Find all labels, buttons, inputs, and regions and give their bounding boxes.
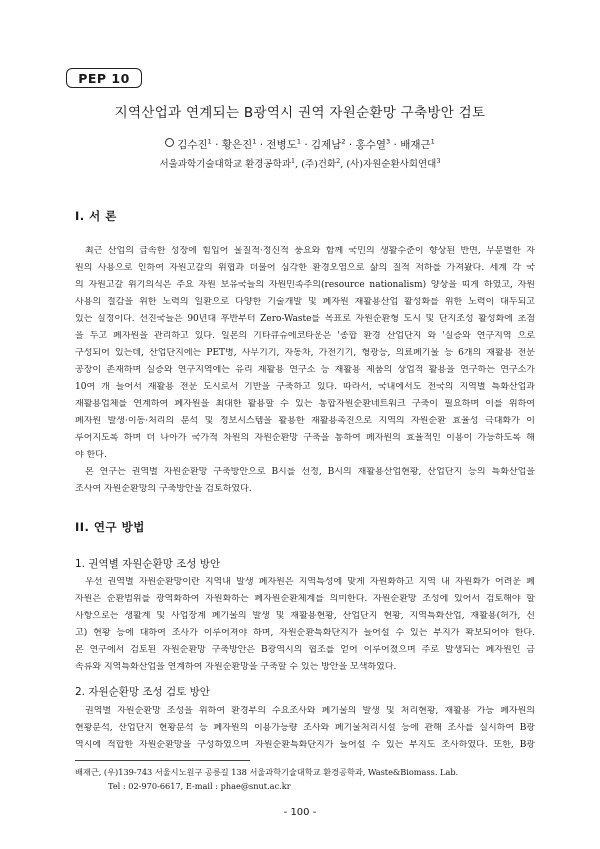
presenter-mark-icon	[165, 138, 174, 147]
paper-title: 지역산업과 연계되는 B광역시 권역 자원순환망 구축방안 검토	[114, 105, 486, 121]
subsection-heading-2: 2. 자원순환망 조성 검토 방안	[75, 686, 210, 698]
author-5: 홍수열$^3$	[355, 137, 391, 151]
footnote-address: 배재근, (우)139-743 서울시노원구 공릉길 138 서울과학기술대학교 환경공학과, Waste&Biomass. Lab.	[75, 767, 459, 777]
section-heading-method: II. 연구 방법	[75, 520, 145, 534]
author-3: 전병도$^1$	[266, 137, 301, 151]
author-list: 김수진$^1$ · 황은진$^1$ · 전병도$^1$ · 김제남$^2$ · 홍수열$^3$ · 배재근$^1$	[40, 137, 560, 152]
author-4: 김제남$^2$	[311, 137, 346, 151]
section-heading-intro: I. 서 론	[75, 209, 117, 223]
author-1: 김수진$^1$	[177, 137, 212, 151]
affiliations: 서울과학기술대학교 환경공학과$^1$, (주)건화$^2$, (사)자원순환사회연대$^3$	[159, 156, 441, 170]
page-number: - 100 -	[283, 807, 317, 818]
subsection-heading-1: 1. 권역별 자원순환망 조성 방안	[75, 558, 221, 570]
footnote-divider	[75, 760, 250, 761]
paper-page: PEP 10 지역산업과 연계되는 B광역시 권역 자원순환망 구축방안 검토 김수진$^1$ · 황은진$^1$ · 전병도$^1$ · 김제남$^2$ · 홍수열$^3$ · 배재근$^1$ 서울과학기술대학교 환경공학과$^1$, (주)건화$^2$, (사)자원순환사회연대$^3$ I. 서 론 최근 산업의 급속한 성장에 힘입어 물질적·정신적 풍요와 함께 국민의 생활수준이 향상된 반면, 무분별한 자 원의 사용으로 인하여 자원고갈의 위협과 더불어 심각한 환경오염으로 삶의 질적 저하를 가져왔다. 세계 각 국 의 자원고갈 위기의식은 주요 자원 보유국들의 자원민족주의(resource nationalism) 양상을 띠게 하였고, 자원 사용의 절감을 위한 노력의 일환으로 다양한 기술개발 및 폐자원 재활용산업 활성화를 위한 노력이 대두되고 있는 실정이다. 선진국들은 90년대 후반부터 Zero-Waste를 목표로 자원순환형 도시 및 단지조성 활성화에 초점 을 두고 폐자원을 관리하고 있다. 일본의 기타큐슈에코타운은 '종합 환경 산업단지 와 '실증와 연구지역 으로 구성되어 있는데, 산업단지에는 PET병, 사무기기, 자동차, 가전기기, 형광등, 의료폐기물 등 6개의 재활용 전문 공장이 존재하며 실증와 연구지역에는 유리 재활용 연구소 등 재활용 제품의 상업적 활용을 연구하는 연구소가 10여 개 들어서 재활용 전문 도시로서 기반을 구축하고 있다. 따라서, 국내에서도 전국의 지역별 특화산업과 재활용업체를 연계하여 폐자원을 최대한 활용할 수 있는 통합자원순환네트워크 구축이 필요하며 이를 위하여 폐자원 발생·이동·처리의 분석 및 정보시스템을 활용한 재활용촉진으로 지역의 자원순환 효율성 극대화가 이 루어지도록 하며 더 나아가 국가적 차원의 자원순환망 구축을 통하여 폐자원의 효율적인 이용이 가능하도록 해 야 한다. 본 연구는 권역별 자원순환망 구축방안으로 B시를 선정, B시의 재활용산업현황, 산업단지 등의 특화산업을 조사여 자원순환망의 구축방안을 검토하였다. II. 연구 방법 1. 권역별 자원순환망 조성 방안 우선 권역별 자원순환망이란 지역내 발생 폐자원은 지역특성에 맞게 자원화하고 지역 내 자원화가 어려운 폐 자원은 순환범위를 광역화하여 자원화하는 폐자원순환체계를 의미한다. 자원순환망 조성에 있어서 검토해야 할 사항으로는 생활계 및 사업장계 폐기물의 발생 및 재활용현황, 산업단지 현황, 지역특화산업, 재활용(허가, 신 고) 현황 등에 대하여 조사가 이루어져야 하며, 자원순환특화단지가 들어설 수 있는 부지가 확보되어야 한다. 본 연구에서 검토된 자원순환망 구축방안은 B광역시의 협조를 얻어 이루어졌으며 주로 발생되는 폐자원인 금 속류와 지역특화산업을 연계하여 자원순환망을 구축할 수 있는 방안을 모색하였다. 2. 자원순환망 조성 검토 방안 권역별 자원순환망 조성을 위하여 환경부의 수요조사와 폐기물의 발생 및 처리현황, 재활용 가능 폐자원의 현황분석, 산업단지 현황분석 등 폐자원의 이용가능량 조사와 폐기물처리시설 등에 관해 조사를 실시하여 B광 역시에 적합한 자원순환망을 구성하였으며 자원순환특화단지가 들어설 수 있는 부지도 조사하였다. 또한, B광 배재근, (우)139-743 서울시노원구 공릉길 138 서울과학기술대학교 환경공학과, Waste&Biomass. Lab. Tel : 02-970-6617, E-mail : phae@snut.ac.kr - 100 -	[0, 0, 600, 849]
author-6: 배재근$^1$	[400, 137, 435, 151]
session-badge: PEP 10	[66, 68, 142, 88]
footnote-contact: Tel : 02-970-6617, E-mail : phae@snut.ac.kr	[108, 781, 291, 791]
author-2: 황은진$^1$	[221, 137, 257, 151]
